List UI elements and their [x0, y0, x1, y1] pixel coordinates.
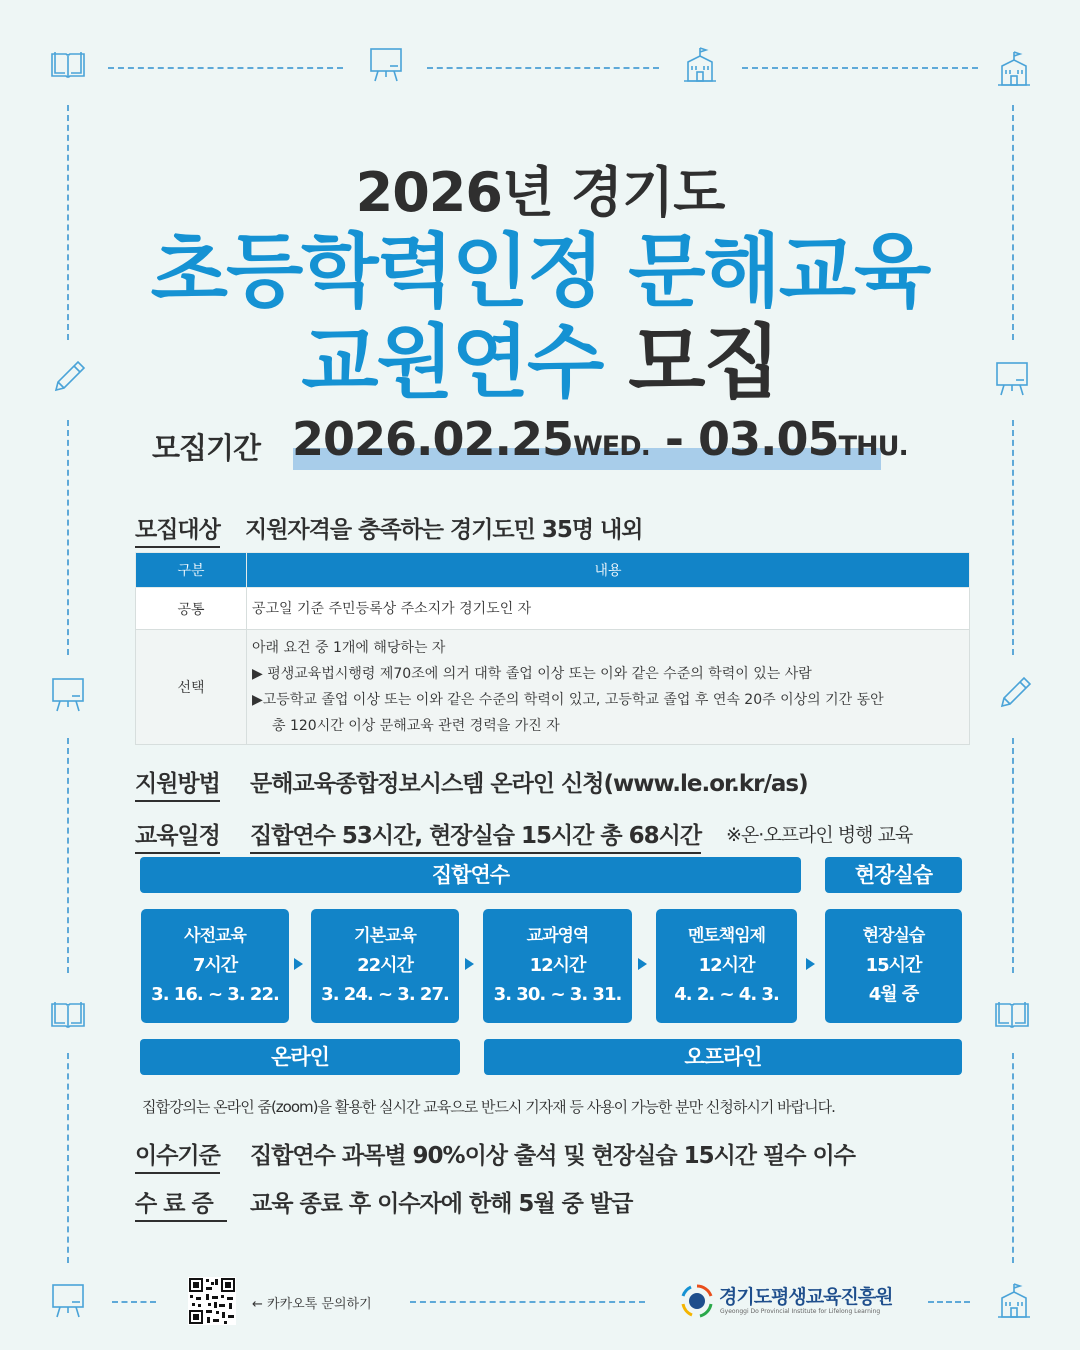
- table-line: 아래 요건 중 1개에 해당하는 자: [252, 640, 446, 656]
- table-line: 총 120시간 이상 문해교육 관련 경력을 가진 자: [272, 718, 560, 734]
- board-icon: [366, 44, 406, 84]
- step-dates: 3. 24. ~ 3. 27.: [321, 984, 449, 1005]
- group-bar-collective: 집합연수: [140, 857, 801, 893]
- table-row-value: [247, 630, 970, 745]
- step-hours: 12시간: [698, 955, 755, 976]
- frame-dash: [742, 67, 978, 69]
- step-box: [141, 909, 289, 1023]
- completion-label: 이수기준: [135, 1137, 220, 1174]
- frame-dash: [427, 67, 659, 69]
- step-dates: 3. 16. ~ 3. 22.: [151, 984, 279, 1005]
- book-icon: [48, 44, 88, 84]
- institute-name-english: Gyeonggi Do Provincial Institute for Lifelong Learning: [720, 1308, 881, 1315]
- arrow-icon: [294, 958, 303, 970]
- schedule-note: ※온·오프라인 병행 교육: [726, 824, 913, 846]
- schedule-label: 교육일정: [135, 817, 220, 854]
- frame-dash: [67, 420, 69, 655]
- frame-dash: [1012, 1053, 1014, 1263]
- frame-dash: [112, 1301, 156, 1303]
- group-bar-offline: 오프라인: [484, 1039, 962, 1075]
- period-start: 2026.02.25: [292, 412, 574, 466]
- group-bar-online: 온라인: [140, 1039, 460, 1075]
- step-dates: 4. 2. ~ 4. 3.: [674, 984, 779, 1005]
- frame-dash: [1012, 420, 1014, 655]
- frame-dash: [67, 738, 69, 973]
- period-sep: -: [649, 412, 699, 466]
- group-bar-practice: 현장실습: [825, 857, 962, 893]
- frame-dash: [410, 1301, 645, 1303]
- step-name: 교과영역: [526, 926, 589, 946]
- frame-dash: [928, 1301, 970, 1303]
- method-text: 문해교육종합정보시스템 온라인 신청(www.le.or.kr/as): [250, 771, 808, 797]
- step-name: 기본교육: [354, 926, 416, 946]
- step-name: 현장실습: [862, 926, 925, 946]
- step-hours: 22시간: [357, 955, 413, 976]
- schedule-footnote: 집합강의는 온라인 줌(zoom)을 활용한 실시간 교육으로 반드시 기자재 등 사용이 가능한 분만 신청하시기 바랍니다.: [142, 1098, 835, 1116]
- table-line: ▶ 평생교육법시행령 제70조에 의거 대학 졸업 이상 또는 이와 같은 수준의 학력이 있는 사람: [252, 666, 812, 682]
- step-dates: 4월 중: [868, 984, 919, 1005]
- step-box: [825, 909, 962, 1023]
- book-icon: [992, 994, 1032, 1034]
- table-line: ▶고등학교 졸업 이상 또는 이와 같은 수준의 학력이 있고, 고등학교 졸업 후 연속 20주 이상의 기간 동안: [252, 692, 884, 708]
- frame-dash: [67, 1053, 69, 1263]
- arrow-icon: [806, 958, 815, 970]
- table-row: [136, 630, 970, 745]
- step-box: [311, 909, 459, 1023]
- arrow-icon: [638, 958, 647, 970]
- step-box: [483, 909, 632, 1023]
- table-header-category: 구분: [136, 553, 247, 588]
- certificate-text: 교육 종료 후 이수자에 한해 5월 중 발급: [250, 1191, 633, 1217]
- step-box: [656, 909, 797, 1023]
- title-year-region: 2026년 경기도: [355, 161, 725, 224]
- method-label: 지원방법: [135, 765, 220, 802]
- step-name: 사전교육: [184, 926, 246, 946]
- step-hours: 15시간: [865, 955, 922, 976]
- school-icon: [994, 48, 1034, 88]
- school-icon: [994, 1280, 1034, 1320]
- board-icon: [48, 1280, 88, 1320]
- book-icon: [48, 994, 88, 1034]
- pencil-icon: [994, 674, 1034, 714]
- title-sub-dark: 모집: [602, 316, 779, 409]
- period-end: 03.05: [698, 412, 839, 466]
- table-row-value: 공고일 기준 주민등록상 주소지가 경기도인 자: [247, 588, 970, 630]
- target-label: 모집대상: [135, 511, 220, 548]
- title-sub-blue: 교원연수: [301, 316, 603, 409]
- period-dates: [292, 412, 908, 466]
- step-dates: 3. 30. ~ 3. 31.: [493, 984, 622, 1005]
- table-row-key: 공통: [136, 588, 247, 630]
- table-row-key: 선택: [136, 630, 247, 745]
- eligibility-table: [135, 552, 970, 745]
- period-label: 모집기간: [152, 431, 261, 465]
- institute-logo-icon: [680, 1284, 714, 1318]
- certificate-label: 수 료 증: [135, 1185, 227, 1222]
- schedule-text: 집합연수 53시간, 현장실습 15시간 총 68시간: [250, 817, 701, 854]
- title-main: 초등학력인정 문해교육: [150, 225, 930, 318]
- frame-dash: [1012, 738, 1014, 973]
- title-sub: [0, 318, 1080, 408]
- table-header-content: 내용: [247, 553, 970, 588]
- table-row: [136, 588, 970, 630]
- period-start-day: WED.: [573, 431, 650, 462]
- step-hours: 7시간: [192, 955, 238, 976]
- school-icon: [680, 44, 720, 84]
- period-end-day: THU.: [838, 431, 908, 462]
- board-icon: [48, 674, 88, 714]
- institute-name: 경기도평생교육진흥원: [719, 1286, 893, 1308]
- completion-text: 집합연수 과목별 90%이상 출석 및 현장실습 15시간 필수 이수: [250, 1143, 855, 1169]
- qr-code[interactable]: [188, 1277, 236, 1325]
- kakao-inquiry-link[interactable]: ← 카카오톡 문의하기: [252, 1297, 372, 1312]
- target-text: 지원자격을 충족하는 경기도민 35명 내외: [245, 517, 643, 543]
- frame-dash: [108, 67, 343, 69]
- step-hours: 12시간: [529, 955, 586, 976]
- arrow-icon: [465, 958, 474, 970]
- step-name: 멘토책임제: [687, 926, 766, 946]
